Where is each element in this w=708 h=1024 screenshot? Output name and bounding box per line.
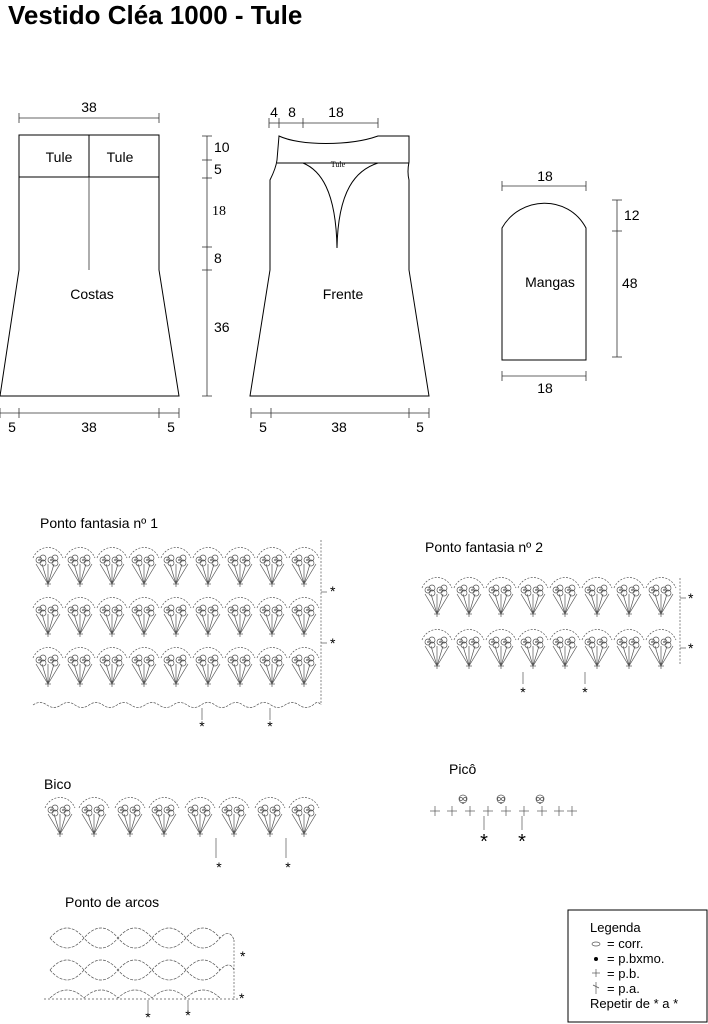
section-title-pf2: Ponto fantasia nº 2	[425, 539, 543, 555]
mangas-label: Mangas	[525, 274, 575, 290]
stitch-chart-bico	[45, 798, 319, 876]
mangas-bottom-width: 18	[537, 380, 553, 396]
bico-repeat-mark-1: *	[216, 859, 222, 875]
costas-tule-right: Tule	[106, 149, 134, 165]
page-title: Vestido Cléa 1000 - Tule	[8, 0, 303, 30]
pf1-repeat-mark-3: *	[199, 718, 205, 734]
frente-tule: Tule	[330, 160, 346, 169]
costas-schematic	[0, 99, 230, 435]
pf1-repeat-mark-2: *	[330, 635, 336, 651]
pf1-repeat-mark-4: *	[267, 718, 273, 734]
frente-top-a: 4	[270, 104, 278, 120]
costas-bottom-right: 5	[167, 419, 175, 435]
frente-schematic	[250, 104, 429, 435]
pico-repeat-mark-2: *	[518, 831, 526, 853]
costas-h-2: 18	[212, 204, 226, 219]
frente-top-b: 8	[288, 104, 296, 120]
mangas-h-top: 12	[624, 207, 640, 223]
stitch-chart-pf2	[422, 578, 694, 701]
pf2-repeat-mark-3: *	[520, 684, 526, 700]
frente-bottom-mid: 38	[331, 419, 347, 435]
costas-h-0: 10	[214, 139, 230, 155]
bico-repeat-mark-2: *	[285, 859, 291, 875]
costas-h-3: 8	[214, 250, 222, 266]
legend-title: Legenda	[590, 920, 641, 935]
frente-bottom-left: 5	[259, 419, 267, 435]
section-title-arcos: Ponto de arcos	[65, 894, 160, 910]
stitch-chart-pico	[430, 795, 577, 853]
section-title-bico: Bico	[44, 776, 72, 792]
legend-item-slip: = p.bxmo.	[607, 951, 665, 966]
mangas-top-width: 18	[537, 168, 553, 184]
costas-tule-left: Tule	[45, 149, 73, 165]
frente-bottom-right: 5	[416, 419, 424, 435]
legend-item-sc: = p.b.	[607, 966, 640, 981]
costas-bottom-mid: 38	[81, 419, 97, 435]
arcos-repeat-mark-1: *	[240, 948, 246, 964]
costas-top-width: 38	[81, 99, 97, 115]
arcos-repeat-mark-2: *	[239, 990, 245, 1006]
frente-top-c: 18	[328, 104, 344, 120]
stitch-chart-pf1	[33, 540, 336, 734]
costas-h-4: 36	[214, 319, 230, 335]
costas-bottom-left: 5	[8, 419, 16, 435]
arcos-repeat-mark-4: *	[185, 1007, 191, 1023]
pf1-repeat-mark-1: *	[330, 583, 336, 599]
legend-item-tr: = p.a.	[607, 981, 640, 996]
pf2-repeat-mark-4: *	[582, 684, 588, 700]
stitch-chart-arcos	[44, 928, 246, 1024]
legend-slip-stitch-icon	[594, 957, 598, 961]
costas-label: Costas	[70, 286, 114, 302]
frente-label: Frente	[322, 286, 364, 302]
pf2-repeat-mark-1: *	[688, 590, 694, 606]
legend-item-chain: = corr.	[607, 936, 644, 951]
mangas-schematic	[502, 168, 640, 396]
costas-h-1: 5	[214, 161, 222, 177]
pf2-repeat-mark-2: *	[688, 640, 694, 656]
pico-repeat-mark-1: *	[480, 831, 488, 853]
mangas-h-body: 48	[622, 275, 638, 291]
legend-box	[568, 910, 707, 1022]
section-title-pf1: Ponto fantasia nº 1	[40, 515, 158, 531]
arcos-repeat-mark-3: *	[145, 1009, 151, 1024]
section-title-pico: Picô	[449, 761, 477, 777]
legend-repeat-note: Repetir de * a *	[590, 996, 679, 1011]
